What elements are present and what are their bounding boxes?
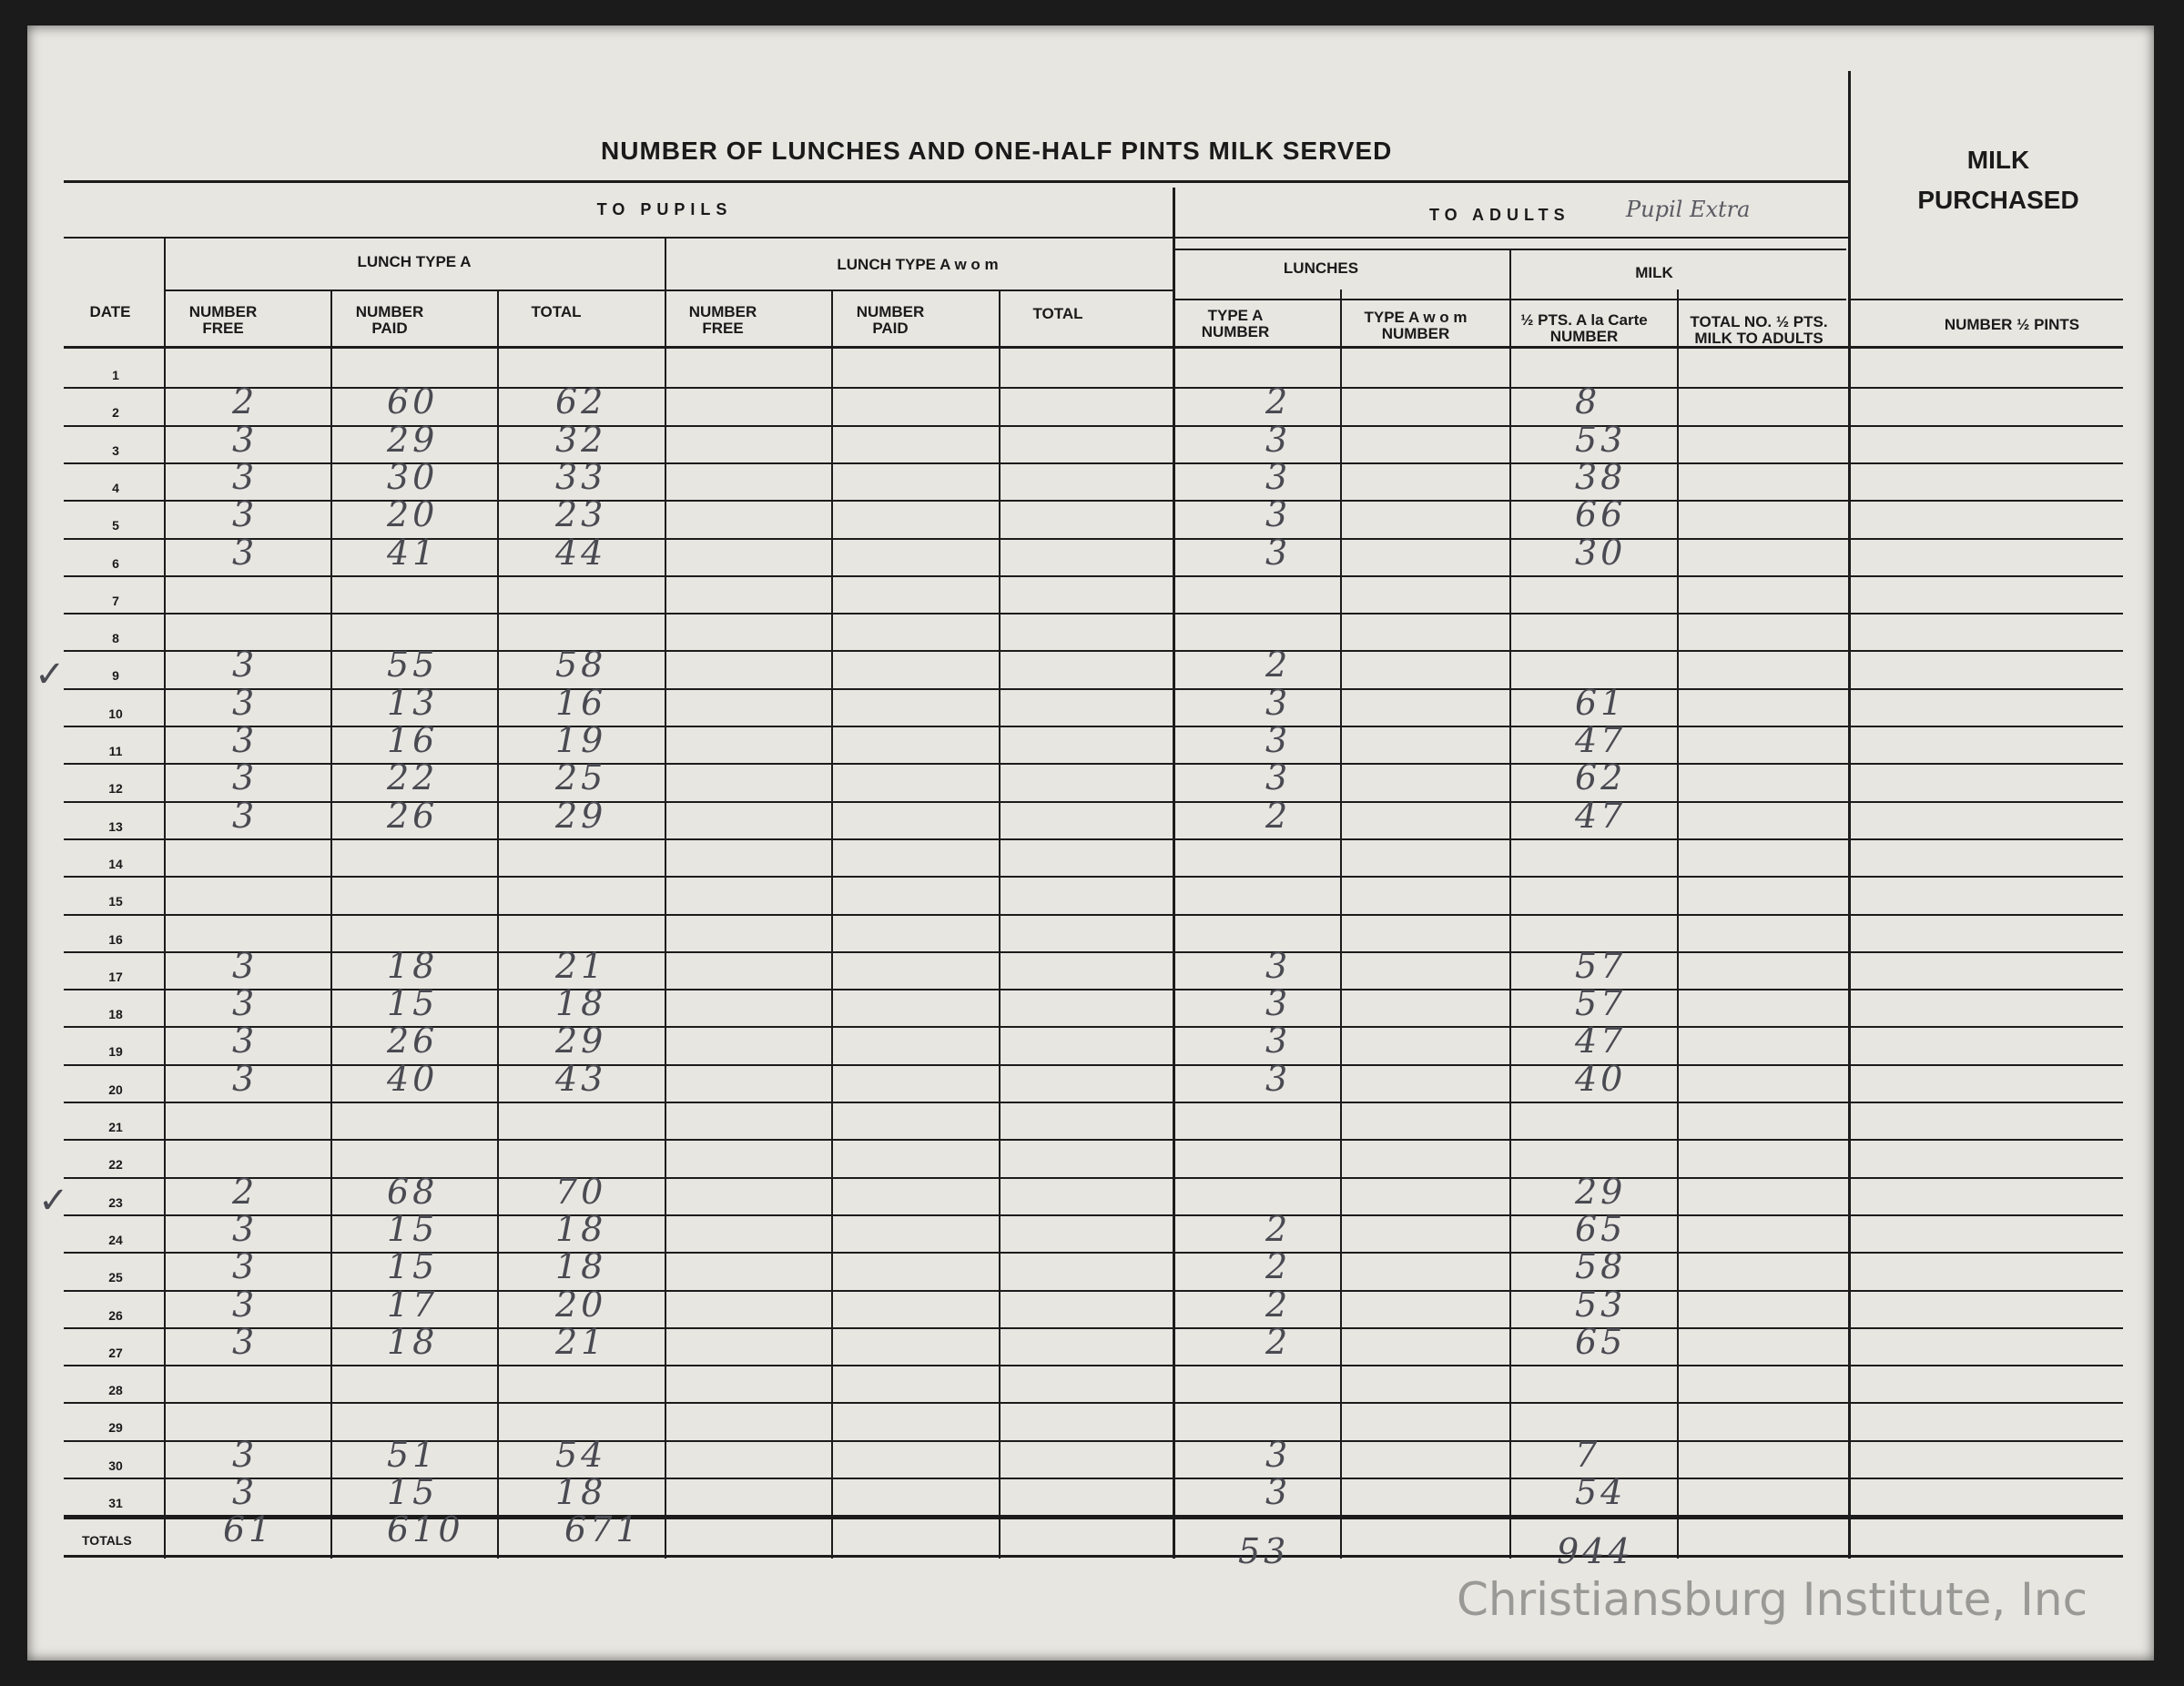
day-number: 30	[108, 1458, 123, 1473]
totals-label: TOTALS	[82, 1533, 132, 1548]
number-free-value: 3	[232, 683, 259, 723]
number-paid-value: 20	[387, 494, 439, 534]
total-value: 43	[555, 1059, 607, 1099]
adult-milk-a-la-carte-value: 29	[1575, 1172, 1627, 1212]
section-rule	[64, 237, 1848, 239]
day-number: 14	[108, 857, 123, 871]
adult-milk-a-la-carte-value: 8	[1575, 381, 1601, 422]
adult-type-a-value: 3	[1265, 1059, 1292, 1099]
row-rule	[64, 688, 2123, 690]
column-line	[1677, 289, 1679, 1559]
row-rule	[64, 1026, 2123, 1028]
number-free-value: 3	[232, 1285, 259, 1325]
type-a-number-header: TYPE A NUMBER	[1201, 307, 1270, 340]
number-paid-value: 60	[387, 381, 439, 422]
row-rule	[64, 1327, 2123, 1329]
row-rule	[64, 425, 2123, 427]
handwritten-note: Pupil Extra	[1626, 197, 1751, 222]
number-paid-value: 68	[387, 1172, 439, 1212]
lunch-report-sheet	[27, 25, 2154, 1661]
total-total: 671	[564, 1509, 642, 1549]
day-number: 16	[108, 932, 123, 947]
checkmark-day-23: ✓	[38, 1180, 69, 1222]
number-free-value: 2	[232, 1172, 259, 1212]
total-value: 18	[555, 1209, 607, 1249]
number-paid-value: 17	[387, 1285, 439, 1325]
row-rule	[64, 538, 2123, 540]
adult-milk-a-la-carte-value: 62	[1575, 757, 1627, 797]
total-value: 18	[555, 983, 607, 1023]
number-free-value: 3	[232, 1209, 259, 1249]
total-adult-milk: 944	[1557, 1531, 1634, 1571]
adult-type-a-value: 3	[1265, 757, 1292, 797]
date-column-header: DATE	[89, 303, 131, 320]
day-number: 9	[112, 668, 119, 683]
number-paid-value: 55	[387, 645, 439, 685]
row-rule	[64, 726, 2123, 727]
number-paid-value: 51	[387, 1435, 439, 1475]
row-rule	[64, 1102, 2123, 1103]
day-number: 21	[108, 1120, 123, 1134]
adult-milk-a-la-carte-value: 57	[1575, 983, 1627, 1023]
day-number: 4	[112, 481, 119, 495]
number-free-value: 3	[232, 796, 259, 836]
milk-purchased-title-line1: MILK	[1966, 146, 2030, 174]
day-number: 2	[112, 405, 119, 420]
row-rule	[64, 1440, 2123, 1442]
adult-type-a-value: 3	[1265, 494, 1292, 534]
adult-milk-a-la-carte-value: 30	[1575, 533, 1627, 573]
adult-type-a-value: 3	[1265, 720, 1292, 760]
number-free-value: 3	[232, 1435, 259, 1475]
total-number-free: 61	[223, 1509, 275, 1549]
number-free-value: 3	[232, 757, 259, 797]
adult-milk-a-la-carte-value: 38	[1575, 457, 1627, 497]
total-value: 25	[555, 757, 607, 797]
row-rule	[64, 613, 2123, 614]
number-paid-value: 40	[387, 1059, 439, 1099]
total-value: 70	[555, 1172, 607, 1212]
row-rule	[64, 1365, 2123, 1366]
adult-milk-header: MILK	[1635, 264, 1673, 281]
adult-milk-a-la-carte-value: 65	[1575, 1209, 1627, 1249]
column-line	[330, 289, 332, 1559]
total-value: 54	[555, 1435, 607, 1475]
column-line	[831, 289, 833, 1559]
day-number: 7	[112, 594, 119, 608]
number-paid-value: 13	[387, 683, 439, 723]
wom-total-header: TOTAL	[1032, 305, 1083, 322]
wom-number-paid-header: NUMBER PAID	[856, 303, 925, 337]
adult-type-a-value: 2	[1265, 1322, 1292, 1362]
number-free-value: 3	[232, 1246, 259, 1286]
row-rule	[64, 462, 2123, 464]
total-value: 20	[555, 1285, 607, 1325]
row-rule	[64, 1177, 2123, 1179]
adult-type-a-value: 3	[1265, 683, 1292, 723]
row-rule	[64, 1064, 2123, 1066]
number-free-value: 3	[232, 1472, 259, 1512]
adult-milk-a-la-carte-value: 61	[1575, 683, 1627, 723]
number-paid-value: 26	[387, 796, 439, 836]
adult-lunches-header: LUNCHES	[1283, 259, 1359, 277]
row-rule	[64, 989, 2123, 990]
number-paid-value: 29	[387, 420, 439, 460]
total-value: 33	[555, 457, 607, 497]
day-number: 6	[112, 556, 119, 571]
lunch-type-a-wom-header: LUNCH TYPE A w o m	[837, 256, 999, 273]
number-free-value: 3	[232, 946, 259, 986]
row-rule	[64, 1139, 2123, 1141]
column-line	[497, 289, 499, 1559]
number-free-header: NUMBER FREE	[188, 303, 258, 337]
day-number: 23	[108, 1195, 123, 1210]
milk-purchased-rule	[1848, 299, 2123, 300]
milk-purchased-divider	[1848, 71, 1851, 1559]
number-paid-value: 18	[387, 1322, 439, 1362]
adult-type-a-value: 2	[1265, 1285, 1292, 1325]
total-value: 29	[555, 796, 607, 836]
column-line	[999, 289, 1001, 1559]
form-title: NUMBER OF LUNCHES AND ONE-HALF PINTS MILK SERVED	[601, 137, 1393, 165]
lunch-type-a-divider	[665, 237, 666, 1559]
adult-type-a-value: 2	[1265, 645, 1292, 685]
adult-type-a-value: 3	[1265, 1472, 1292, 1512]
adult-type-a-value: 2	[1265, 1209, 1292, 1249]
row-rule	[64, 1214, 2123, 1216]
total-value: 21	[555, 1322, 607, 1362]
day-number: 13	[108, 819, 123, 834]
title-rule	[64, 180, 1848, 183]
total-value: 18	[555, 1472, 607, 1512]
day-number: 27	[108, 1346, 123, 1360]
number-paid-value: 16	[387, 720, 439, 760]
row-rule	[64, 575, 2123, 577]
to-adults-header: TO ADULTS	[1429, 206, 1570, 224]
day-number: 20	[108, 1082, 123, 1097]
adult-type-a-value: 3	[1265, 1021, 1292, 1061]
row-rule	[64, 951, 2123, 953]
row-rule	[64, 650, 2123, 652]
adult-milk-a-la-carte-value: 53	[1575, 420, 1627, 460]
adult-milk-a-la-carte-value: 57	[1575, 946, 1627, 986]
adult-milk-a-la-carte-value: 54	[1575, 1472, 1627, 1512]
day-number: 29	[108, 1420, 123, 1435]
day-number: 5	[112, 518, 119, 533]
number-paid-value: 15	[387, 1472, 439, 1512]
day-number: 12	[108, 781, 123, 796]
number-paid-value: 15	[387, 1209, 439, 1249]
row-rule	[64, 387, 2123, 389]
number-free-value: 3	[232, 1021, 259, 1061]
number-paid-value: 30	[387, 457, 439, 497]
total-value: 23	[555, 494, 607, 534]
adult-type-a-value: 3	[1265, 457, 1292, 497]
lunch-type-a-header: LUNCH TYPE A	[357, 253, 472, 270]
totals-rule	[64, 1517, 2123, 1519]
adult-type-a-value: 2	[1265, 381, 1292, 422]
number-free-value: 3	[232, 720, 259, 760]
lunches-milk-divider	[1509, 249, 1511, 1559]
total-value: 29	[555, 1021, 607, 1061]
adult-type-a-value: 3	[1265, 420, 1292, 460]
row-rule	[64, 838, 2123, 840]
adult-milk-a-la-carte-value: 53	[1575, 1285, 1627, 1325]
number-free-value: 3	[232, 1059, 259, 1099]
half-pints-a-la-carte-header: ½ PTS. A la Carte NUMBER	[1520, 311, 1648, 345]
checkmark-day-9: ✓	[35, 654, 66, 696]
type-a-wom-number-header: TYPE A w o m NUMBER	[1364, 309, 1468, 342]
adult-type-a-value: 3	[1265, 946, 1292, 986]
row-rule	[64, 1402, 2123, 1404]
adult-milk-a-la-carte-value: 47	[1575, 796, 1627, 836]
wom-number-free-header: NUMBER FREE	[688, 303, 757, 337]
totals-bottom-rule	[64, 1555, 2123, 1558]
date-divider	[164, 237, 166, 1559]
lunch-type-rule	[164, 289, 1173, 291]
day-number: 24	[108, 1233, 123, 1247]
total-value: 18	[555, 1246, 607, 1286]
adult-milk-a-la-carte-value: 40	[1575, 1059, 1627, 1099]
to-pupils-header: TO PUPILS	[596, 200, 733, 218]
number-free-value: 3	[232, 983, 259, 1023]
day-number: 18	[108, 1007, 123, 1021]
total-value: 21	[555, 946, 607, 986]
adult-milk-a-la-carte-value: 47	[1575, 720, 1627, 760]
total-adult-type-a: 53	[1238, 1531, 1290, 1571]
adult-type-a-value: 3	[1265, 983, 1292, 1023]
row-rule	[64, 1290, 2123, 1292]
adult-type-a-value: 3	[1265, 1435, 1292, 1475]
number-paid-header: NUMBER PAID	[355, 303, 424, 337]
total-value: 62	[555, 381, 607, 422]
row-rule	[64, 914, 2123, 916]
adult-milk-a-la-carte-value: 66	[1575, 494, 1627, 534]
number-half-pints-header: NUMBER ½ PINTS	[1944, 316, 2080, 333]
number-free-value: 3	[232, 533, 259, 573]
pupils-adults-divider	[1173, 188, 1175, 1559]
day-number: 17	[108, 970, 123, 984]
adult-milk-a-la-carte-value: 47	[1575, 1021, 1627, 1061]
day-number: 1	[112, 368, 119, 382]
total-value: 19	[555, 720, 607, 760]
number-paid-value: 41	[387, 533, 439, 573]
total-value: 16	[555, 683, 607, 723]
total-number-paid: 610	[387, 1509, 464, 1549]
number-free-value: 3	[232, 645, 259, 685]
number-free-value: 3	[232, 457, 259, 497]
day-number: 31	[108, 1496, 123, 1510]
watermark: Christiansburg Institute, Inc	[1457, 1573, 2088, 1626]
adult-type-a-value: 2	[1265, 1246, 1292, 1286]
day-number: 8	[112, 631, 119, 645]
day-number: 11	[108, 744, 123, 758]
number-paid-value: 15	[387, 1246, 439, 1286]
total-value: 32	[555, 420, 607, 460]
day-number: 26	[108, 1308, 123, 1323]
column-line	[1340, 289, 1342, 1559]
total-value: 44	[555, 533, 607, 573]
adult-type-a-value: 2	[1265, 796, 1292, 836]
number-paid-value: 26	[387, 1021, 439, 1061]
row-rule	[64, 763, 2123, 765]
row-rule	[64, 500, 2123, 502]
total-header: TOTAL	[531, 303, 582, 320]
number-paid-value: 22	[387, 757, 439, 797]
day-number: 3	[112, 443, 119, 458]
day-number: 25	[108, 1270, 123, 1285]
day-number: 15	[108, 894, 123, 909]
total-half-pints-adults-header: TOTAL NO. ½ PTS. MILK TO ADULTS	[1690, 313, 1828, 347]
row-rule	[64, 1252, 2123, 1254]
day-number: 22	[108, 1157, 123, 1172]
row-rule	[64, 801, 2123, 803]
number-free-value: 3	[232, 420, 259, 460]
row-rule	[64, 876, 2123, 878]
number-paid-value: 18	[387, 946, 439, 986]
day-number: 10	[108, 706, 123, 721]
day-number: 19	[108, 1044, 123, 1059]
adult-type-a-value: 3	[1265, 533, 1292, 573]
number-paid-value: 15	[387, 983, 439, 1023]
adult-milk-a-la-carte-value: 7	[1575, 1435, 1601, 1475]
number-free-value: 2	[232, 381, 259, 422]
number-free-value: 3	[232, 494, 259, 534]
row-rule	[64, 1478, 2123, 1479]
total-value: 58	[555, 645, 607, 685]
adult-milk-a-la-carte-value: 65	[1575, 1322, 1627, 1362]
milk-purchased-title-line2: PURCHASED	[1917, 186, 2079, 214]
day-number: 28	[108, 1383, 123, 1397]
number-free-value: 3	[232, 1322, 259, 1362]
adult-milk-a-la-carte-value: 58	[1575, 1246, 1627, 1286]
